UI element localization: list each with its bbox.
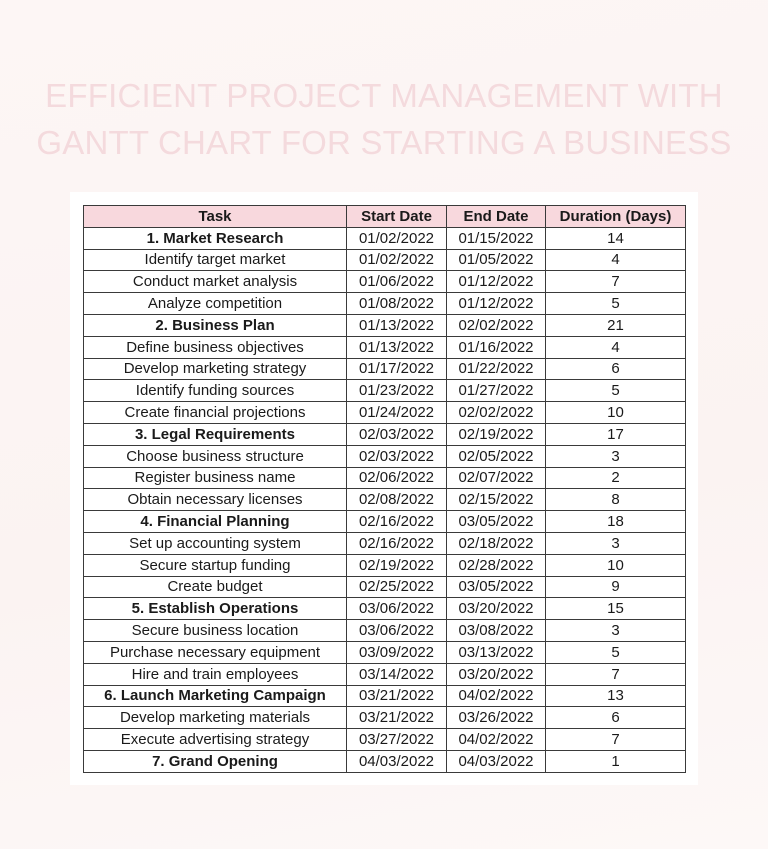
table-row xyxy=(84,402,686,424)
start-date-cell: 01/24/2022 xyxy=(347,402,447,424)
header-start-date: Start Date xyxy=(347,206,447,228)
end-date-cell: 02/07/2022 xyxy=(447,467,546,489)
task-cell: 5. Establish Operations xyxy=(84,598,347,620)
start-date-cell: 03/06/2022 xyxy=(347,598,447,620)
end-date-cell: 01/22/2022 xyxy=(447,358,546,380)
task-cell: Conduct market analysis xyxy=(84,271,347,293)
task-cell: Identify funding sources xyxy=(84,380,347,402)
end-date-cell: 04/02/2022 xyxy=(447,729,546,751)
table-row xyxy=(84,293,686,315)
table-row xyxy=(84,249,686,271)
end-date-cell: 03/08/2022 xyxy=(447,620,546,642)
end-date-cell: 02/15/2022 xyxy=(447,489,546,511)
start-date-cell: 02/03/2022 xyxy=(347,423,447,445)
table-row xyxy=(84,641,686,663)
start-date-cell: 01/08/2022 xyxy=(347,293,447,315)
duration-cell: 7 xyxy=(546,663,686,685)
duration-cell: 17 xyxy=(546,423,686,445)
task-cell: Analyze competition xyxy=(84,293,347,315)
table-row xyxy=(84,707,686,729)
duration-cell: 21 xyxy=(546,314,686,336)
task-cell: Develop marketing materials xyxy=(84,707,347,729)
end-date-cell: 02/18/2022 xyxy=(447,532,546,554)
phase-row xyxy=(84,227,686,249)
end-date-cell: 02/19/2022 xyxy=(447,423,546,445)
task-cell: Create budget xyxy=(84,576,347,598)
task-cell: Identify target market xyxy=(84,249,347,271)
start-date-cell: 01/23/2022 xyxy=(347,380,447,402)
task-cell: 6. Launch Marketing Campaign xyxy=(84,685,347,707)
start-date-cell: 02/16/2022 xyxy=(347,511,447,533)
duration-cell: 1 xyxy=(546,750,686,772)
duration-cell: 4 xyxy=(546,249,686,271)
end-date-cell: 03/13/2022 xyxy=(447,641,546,663)
table-row xyxy=(84,663,686,685)
title-line-2: GANTT CHART FOR STARTING A BUSINESS xyxy=(36,124,732,161)
task-cell: Choose business structure xyxy=(84,445,347,467)
start-date-cell: 03/09/2022 xyxy=(347,641,447,663)
task-cell: Register business name xyxy=(84,467,347,489)
duration-cell: 15 xyxy=(546,598,686,620)
end-date-cell: 02/02/2022 xyxy=(447,402,546,424)
start-date-cell: 03/21/2022 xyxy=(347,707,447,729)
table-row xyxy=(84,358,686,380)
task-cell: 4. Financial Planning xyxy=(84,511,347,533)
start-date-cell: 02/06/2022 xyxy=(347,467,447,489)
header-duration: Duration (Days) xyxy=(546,206,686,228)
task-cell: Develop marketing strategy xyxy=(84,358,347,380)
task-cell: 2. Business Plan xyxy=(84,314,347,336)
end-date-cell: 01/27/2022 xyxy=(447,380,546,402)
start-date-cell: 02/16/2022 xyxy=(347,532,447,554)
duration-cell: 5 xyxy=(546,380,686,402)
end-date-cell: 02/05/2022 xyxy=(447,445,546,467)
task-cell: Secure business location xyxy=(84,620,347,642)
end-date-cell: 02/28/2022 xyxy=(447,554,546,576)
table-row xyxy=(84,467,686,489)
table-row xyxy=(84,576,686,598)
table-row xyxy=(84,336,686,358)
table-row xyxy=(84,489,686,511)
duration-cell: 2 xyxy=(546,467,686,489)
task-cell: Define business objectives xyxy=(84,336,347,358)
duration-cell: 10 xyxy=(546,402,686,424)
duration-cell: 10 xyxy=(546,554,686,576)
phase-row xyxy=(84,750,686,772)
header-task: Task xyxy=(84,206,347,228)
task-cell: Hire and train employees xyxy=(84,663,347,685)
start-date-cell: 01/13/2022 xyxy=(347,314,447,336)
duration-cell: 6 xyxy=(546,707,686,729)
phase-row xyxy=(84,685,686,707)
start-date-cell: 03/21/2022 xyxy=(347,685,447,707)
duration-cell: 14 xyxy=(546,227,686,249)
task-cell: Create financial projections xyxy=(84,402,347,424)
task-cell: Obtain necessary licenses xyxy=(84,489,347,511)
start-date-cell: 01/02/2022 xyxy=(347,227,447,249)
task-cell: 7. Grand Opening xyxy=(84,750,347,772)
start-date-cell: 03/14/2022 xyxy=(347,663,447,685)
duration-cell: 13 xyxy=(546,685,686,707)
duration-cell: 6 xyxy=(546,358,686,380)
start-date-cell: 04/03/2022 xyxy=(347,750,447,772)
duration-cell: 5 xyxy=(546,641,686,663)
end-date-cell: 01/12/2022 xyxy=(447,271,546,293)
start-date-cell: 01/06/2022 xyxy=(347,271,447,293)
start-date-cell: 02/08/2022 xyxy=(347,489,447,511)
duration-cell: 18 xyxy=(546,511,686,533)
duration-cell: 5 xyxy=(546,293,686,315)
duration-cell: 7 xyxy=(546,729,686,751)
task-cell: Execute advertising strategy xyxy=(84,729,347,751)
gantt-table xyxy=(83,205,686,773)
table-row xyxy=(84,554,686,576)
duration-cell: 9 xyxy=(546,576,686,598)
end-date-cell: 02/02/2022 xyxy=(447,314,546,336)
header-end-date: End Date xyxy=(447,206,546,228)
end-date-cell: 03/05/2022 xyxy=(447,576,546,598)
start-date-cell: 01/17/2022 xyxy=(347,358,447,380)
end-date-cell: 01/15/2022 xyxy=(447,227,546,249)
table-row xyxy=(84,620,686,642)
end-date-cell: 03/26/2022 xyxy=(447,707,546,729)
duration-cell: 3 xyxy=(546,532,686,554)
duration-cell: 7 xyxy=(546,271,686,293)
end-date-cell: 03/20/2022 xyxy=(447,598,546,620)
phase-row xyxy=(84,511,686,533)
end-date-cell: 03/20/2022 xyxy=(447,663,546,685)
start-date-cell: 02/19/2022 xyxy=(347,554,447,576)
task-cell: Purchase necessary equipment xyxy=(84,641,347,663)
end-date-cell: 04/02/2022 xyxy=(447,685,546,707)
page-title xyxy=(0,72,768,166)
end-date-cell: 03/05/2022 xyxy=(447,511,546,533)
phase-row xyxy=(84,598,686,620)
task-cell: 3. Legal Requirements xyxy=(84,423,347,445)
start-date-cell: 02/25/2022 xyxy=(347,576,447,598)
end-date-cell: 01/05/2022 xyxy=(447,249,546,271)
table-row xyxy=(84,271,686,293)
start-date-cell: 02/03/2022 xyxy=(347,445,447,467)
task-cell: 1. Market Research xyxy=(84,227,347,249)
table-header-row xyxy=(84,206,686,228)
start-date-cell: 03/06/2022 xyxy=(347,620,447,642)
end-date-cell: 04/03/2022 xyxy=(447,750,546,772)
phase-row xyxy=(84,423,686,445)
title-line-1: EFFICIENT PROJECT MANAGEMENT WITH xyxy=(45,77,723,114)
start-date-cell: 01/13/2022 xyxy=(347,336,447,358)
duration-cell: 4 xyxy=(546,336,686,358)
phase-row xyxy=(84,314,686,336)
duration-cell: 8 xyxy=(546,489,686,511)
start-date-cell: 03/27/2022 xyxy=(347,729,447,751)
task-cell: Secure startup funding xyxy=(84,554,347,576)
table-row xyxy=(84,532,686,554)
table-row xyxy=(84,729,686,751)
duration-cell: 3 xyxy=(546,620,686,642)
end-date-cell: 01/16/2022 xyxy=(447,336,546,358)
start-date-cell: 01/02/2022 xyxy=(347,249,447,271)
end-date-cell: 01/12/2022 xyxy=(447,293,546,315)
task-cell: Set up accounting system xyxy=(84,532,347,554)
duration-cell: 3 xyxy=(546,445,686,467)
table-row xyxy=(84,380,686,402)
table-row xyxy=(84,445,686,467)
